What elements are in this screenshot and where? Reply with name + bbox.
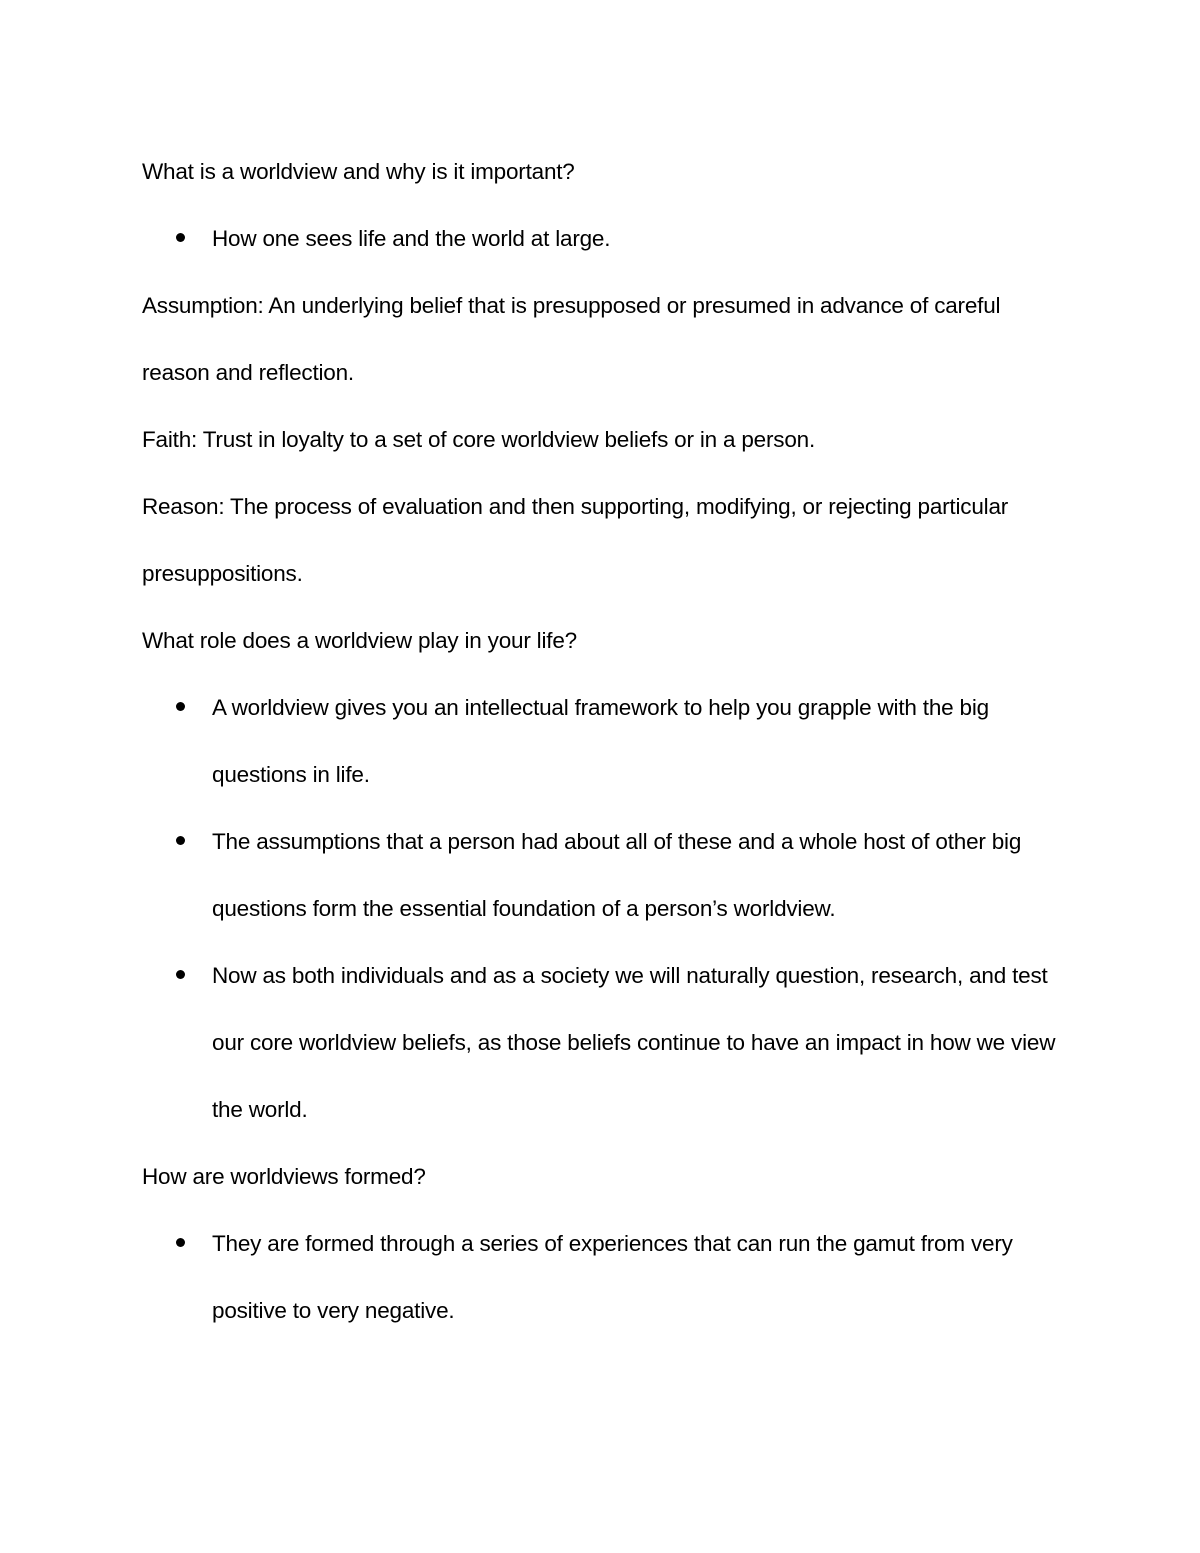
list-item <box>142 1210 1057 1344</box>
definition-assumption: Assumption: An underlying belief that is presupposed or presumed in advance of careful reason and reflection. <box>142 293 1001 385</box>
question-heading: How are worldviews formed? <box>142 1164 426 1189</box>
bullet-icon <box>176 836 185 845</box>
list-item-text: The assumptions that a person had about all of these and a whole host of other big questions form the essential foundation of a person’s worldview. <box>212 829 1022 921</box>
definition-reason: Reason: The process of evaluation and then supporting, modifying, or rejecting particular presuppositions. <box>142 494 1009 586</box>
bullet-icon <box>176 970 185 979</box>
bullet-icon <box>176 1238 185 1247</box>
bullet-list <box>142 205 1057 272</box>
bullet-list <box>142 674 1057 1143</box>
list-item-text: Now as both individuals and as a society we will naturally question, research, and test our core worldview beliefs, as those beliefs continue to have an impact in how we view the world. <box>212 963 1056 1122</box>
list-item <box>142 942 1057 1143</box>
list-item <box>142 205 1057 272</box>
list-item <box>142 808 1057 942</box>
document-body <box>142 138 1057 1344</box>
definition-faith: Faith: Trust in loyalty to a set of core worldview beliefs or in a person. <box>142 427 816 452</box>
list-item <box>142 674 1057 808</box>
list-item-text: A worldview gives you an intellectual framework to help you grapple with the big questions in life. <box>212 695 989 787</box>
bullet-icon <box>176 233 185 242</box>
list-item-text: They are formed through a series of experiences that can run the gamut from very positive to very negative. <box>212 1231 1013 1323</box>
question-heading: What is a worldview and why is it important? <box>142 159 575 184</box>
bullet-list <box>142 1210 1057 1344</box>
bullet-icon <box>176 702 185 711</box>
list-item-text: How one sees life and the world at large. <box>212 226 611 251</box>
question-heading: What role does a worldview play in your life? <box>142 628 577 653</box>
